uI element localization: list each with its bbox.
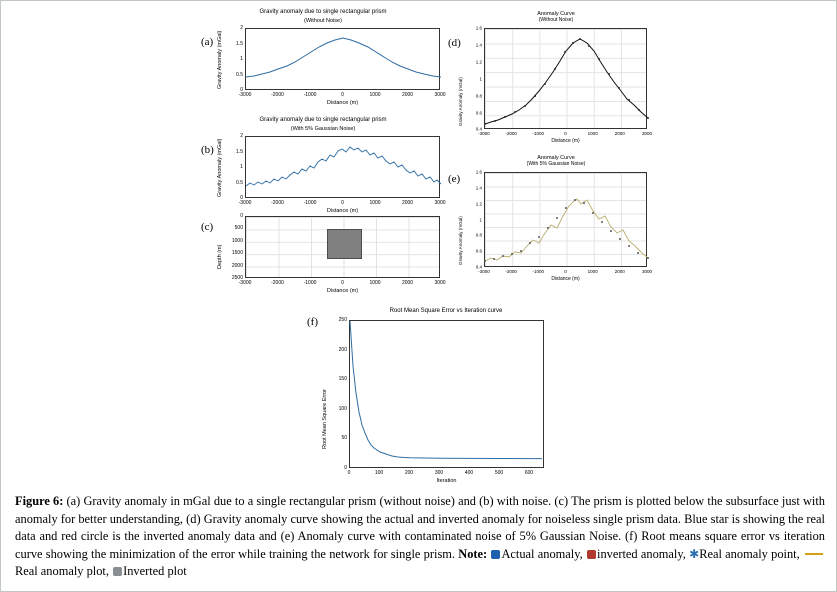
panel-f-curve bbox=[350, 321, 545, 469]
prism-shape bbox=[327, 229, 362, 259]
panel-a-xtick-6: 3000 bbox=[434, 92, 446, 98]
panel-f-tag: (f) bbox=[307, 316, 318, 328]
panel-a-axes bbox=[245, 28, 440, 90]
panel-b-ylabel: Gravity Anomaly (mGal) bbox=[217, 138, 223, 197]
real-anomaly-line-icon bbox=[805, 553, 823, 555]
panel-b-xtick-5: 2000 bbox=[401, 200, 414, 206]
panel-d-xtick-6: 3000 bbox=[641, 131, 653, 136]
panel-c-xtick-6: 3000 bbox=[434, 280, 446, 286]
panel-a-subtitle: (Without Noise) bbox=[304, 18, 342, 24]
panel-a-ytick-1: 1 bbox=[240, 56, 243, 62]
panel-a-ytick-0p5: 0.5 bbox=[236, 71, 243, 78]
panel-c-xtick-3: 0 bbox=[341, 280, 344, 286]
panel-e-ytick-0p4: 0.4 bbox=[475, 264, 482, 270]
panel-e-xtick-1: -2000 bbox=[505, 269, 517, 274]
panel-e-xtick-6: 3000 bbox=[641, 269, 653, 274]
panel-e-xtick-0: -3000 bbox=[478, 269, 490, 274]
panel-f-ytick-0: 0 bbox=[344, 465, 347, 471]
panel-f-ytick-100: 100 bbox=[338, 405, 347, 412]
panel-a-ylabel: Gravity Anomaly (mGal) bbox=[217, 30, 223, 89]
panel-b-xtick-2: -1000 bbox=[303, 200, 317, 206]
panel-d-axes bbox=[484, 28, 647, 129]
panel-d-ytick-0p4: 0.4 bbox=[475, 126, 482, 132]
panel-a bbox=[198, 9, 448, 121]
panel-a-ytick-2: 2 bbox=[240, 25, 243, 31]
legend-real-anomaly-point: Real anomaly point, bbox=[699, 546, 800, 561]
panel-a-xtick-0: -3000 bbox=[238, 92, 252, 98]
panel-d-tag: (d) bbox=[448, 37, 461, 49]
panel-e bbox=[441, 153, 671, 293]
legend-inverted-anomaly: inverted anomaly, bbox=[597, 546, 686, 561]
panel-c-tag: (c) bbox=[201, 221, 214, 233]
panel-e-ytick-1: 1 bbox=[479, 217, 482, 222]
panel-a-xtick-4: 1000 bbox=[369, 92, 381, 98]
actual-anomaly-swatch-icon bbox=[491, 550, 500, 559]
panel-b-xlabel: Distance (m) bbox=[326, 208, 359, 214]
panel-b-xtick-4: 1000 bbox=[369, 200, 381, 206]
panel-d-ytick-1p4: 1.4 bbox=[475, 42, 482, 48]
panel-d-xtick-1: -2000 bbox=[505, 131, 517, 136]
panel-e-xtick-5: 2000 bbox=[614, 269, 625, 274]
panel-f-ytick-50: 50 bbox=[341, 435, 347, 442]
panel-b-subtitle: (With 5% Gaussian Noise) bbox=[290, 126, 356, 132]
inverted-plot-swatch-icon bbox=[113, 567, 122, 576]
panel-b-xtick-1: -2000 bbox=[271, 200, 284, 206]
panel-a-title: Gravity anomaly due to single rectangular prism bbox=[259, 9, 387, 15]
panel-c-xtick-4: 1000 bbox=[369, 280, 381, 286]
panel-f-ylabel: Root Mean Square Error bbox=[322, 389, 328, 449]
panel-d-xtick-4: 1000 bbox=[587, 131, 598, 136]
panel-e-title: Anomaly Curve bbox=[537, 155, 575, 161]
panel-a-ytick-0: 0 bbox=[240, 87, 243, 93]
panel-f-xtick-6: 600 bbox=[524, 470, 534, 476]
legend-actual-anomaly: Actual anomaly, bbox=[501, 546, 583, 561]
panel-c-ytick-0: 0 bbox=[240, 213, 243, 219]
panel-e-ylabel: Gravity Anomaly (mGal) bbox=[458, 216, 463, 265]
panel-f-title: Root Mean Square Error vs Iteration curve bbox=[389, 308, 503, 314]
panel-a-curve bbox=[246, 29, 441, 91]
panel-a-xtick-5: 2000 bbox=[401, 92, 414, 98]
panel-d-ylabel: Gravity Anomaly (mGal) bbox=[458, 77, 463, 126]
panel-f-xtick-5: 500 bbox=[494, 470, 504, 476]
panel-c-xlabel: Distance (m) bbox=[326, 288, 359, 294]
panel-f-axes bbox=[349, 320, 544, 468]
panel-b-ytick-0p5: 0.5 bbox=[236, 179, 243, 186]
panel-d-xlabel: Distance (m) bbox=[551, 138, 580, 144]
panel-c-ytick-500: 500 bbox=[234, 225, 243, 232]
panel-d-ytick-0p6: 0.6 bbox=[475, 110, 482, 116]
panel-f-xtick-1: 100 bbox=[374, 470, 384, 476]
panel-a-ytick-1p5: 1.5 bbox=[236, 40, 243, 47]
figure-note-label: Note: bbox=[458, 546, 488, 561]
panel-c-axes bbox=[245, 216, 440, 278]
panel-e-xtick-3: 0 bbox=[564, 269, 567, 274]
figure-panels bbox=[1, 1, 837, 491]
panel-d-ytick-1p2: 1.2 bbox=[475, 59, 482, 65]
panel-d-xtick-0: -3000 bbox=[478, 131, 490, 136]
figure-caption-text: (a) Gravity anomaly in mGal due to a single rectangular prism (without noise) and (b) with noise. (c) The prism is plotted below the subsurface just with anomaly for better understanding, (d) Gravity anomaly curve showing the actual and inverted anomaly for noiseless single prism data. Blue star is showing the real data and red circle is the inverted anomaly data and (e) Anomaly curve with contaminated noise of 5% Gaussian Noise. (f) Root means square error vs iteration curve showing the minimization of the error while training the network for single prism. bbox=[15, 494, 825, 561]
panel-e-xtick-4: 1000 bbox=[587, 269, 598, 274]
inverted-anomaly-swatch-icon bbox=[587, 550, 596, 559]
panel-e-axes bbox=[484, 172, 647, 267]
panel-e-xtick-2: -1000 bbox=[532, 269, 545, 274]
panel-d-subtitle: (Without Noise) bbox=[538, 17, 574, 23]
panel-e-curves bbox=[485, 173, 648, 268]
panel-a-tag: (a) bbox=[201, 36, 214, 48]
panel-d-ytick-1p6: 1.6 bbox=[475, 25, 482, 31]
panel-e-ytick-1p2: 1.2 bbox=[475, 201, 482, 207]
panel-f-ytick-150: 150 bbox=[338, 376, 347, 383]
panel-b-ytick-0: 0 bbox=[240, 195, 243, 201]
panel-c-xtick-0: -3000 bbox=[238, 280, 252, 286]
real-anomaly-star-icon: ✱ bbox=[689, 546, 700, 561]
panel-e-ytick-0p8: 0.8 bbox=[475, 232, 482, 238]
panel-d-ytick-1: 1 bbox=[479, 76, 482, 82]
panel-b-ytick-2: 2 bbox=[240, 133, 243, 139]
panel-e-xlabel: Distance (m) bbox=[551, 276, 580, 282]
panel-c-xtick-2: -1000 bbox=[303, 280, 317, 286]
panel-c-xtick-5: 2000 bbox=[401, 280, 414, 286]
panel-b-curve bbox=[246, 137, 441, 199]
panel-a-xtick-3: 0 bbox=[341, 92, 344, 98]
panel-b-ytick-1: 1 bbox=[240, 164, 243, 170]
panel-a-xtick-2: -1000 bbox=[303, 92, 317, 98]
panel-b-xtick-6: 3000 bbox=[434, 200, 446, 206]
panel-e-ytick-1p6: 1.6 bbox=[475, 169, 482, 175]
panel-b-axes bbox=[245, 136, 440, 198]
panel-f-ytick-200: 200 bbox=[338, 346, 347, 353]
panel-f-xlabel: Iteration bbox=[436, 478, 457, 484]
panel-c bbox=[198, 211, 448, 303]
panel-a-xlabel: Distance (m) bbox=[326, 100, 359, 106]
panel-c-ytick-2500: 2500 bbox=[231, 275, 243, 281]
panel-b-title: Gravity anomaly due to single rectangular prism bbox=[259, 117, 387, 123]
panel-b-tag: (b) bbox=[201, 144, 214, 156]
panel-e-subtitle: (With 5% Gaussian Noise) bbox=[526, 161, 586, 167]
figure-label: Figure 6: bbox=[15, 494, 64, 508]
panel-c-ytick-1500: 1500 bbox=[231, 250, 243, 257]
panel-d-xtick-2: -1000 bbox=[532, 131, 545, 136]
panel-c-ytick-2000: 2000 bbox=[231, 262, 243, 269]
panel-f-ytick-250: 250 bbox=[338, 317, 347, 323]
panel-b-xtick-3: 0 bbox=[341, 200, 344, 206]
panel-b-xtick-0: -3000 bbox=[238, 200, 252, 206]
panel-d-title: Anomaly Curve bbox=[537, 11, 575, 17]
panel-f-xtick-4: 400 bbox=[464, 470, 474, 476]
panel-f bbox=[301, 306, 591, 491]
panel-e-ytick-1p4: 1.4 bbox=[475, 185, 482, 191]
panel-f-xtick-0: 0 bbox=[347, 470, 351, 476]
panel-d-xtick-5: 2000 bbox=[614, 131, 625, 136]
panel-a-xtick-1: -2000 bbox=[271, 92, 284, 98]
panel-d-xtick-3: 0 bbox=[564, 131, 567, 136]
panel-c-xtick-1: -2000 bbox=[271, 280, 284, 286]
figure-caption bbox=[15, 493, 825, 581]
legend-inverted-plot: Inverted plot bbox=[123, 564, 187, 579]
legend-real-anomaly-plot: Real anomaly plot, bbox=[15, 564, 109, 579]
panel-e-tag: (e) bbox=[448, 173, 461, 185]
panel-f-xtick-2: 200 bbox=[404, 470, 414, 476]
panel-e-ytick-0p6: 0.6 bbox=[475, 248, 482, 254]
panel-d bbox=[441, 9, 671, 149]
panel-b-ytick-1p5: 1.5 bbox=[236, 148, 243, 155]
panel-f-xtick-3: 300 bbox=[434, 470, 444, 476]
panel-d-ytick-0p8: 0.8 bbox=[475, 93, 482, 99]
panel-c-ytick-1000: 1000 bbox=[231, 237, 243, 244]
panel-c-ylabel: Depth (m) bbox=[217, 244, 223, 269]
panel-d-curves bbox=[485, 29, 648, 130]
